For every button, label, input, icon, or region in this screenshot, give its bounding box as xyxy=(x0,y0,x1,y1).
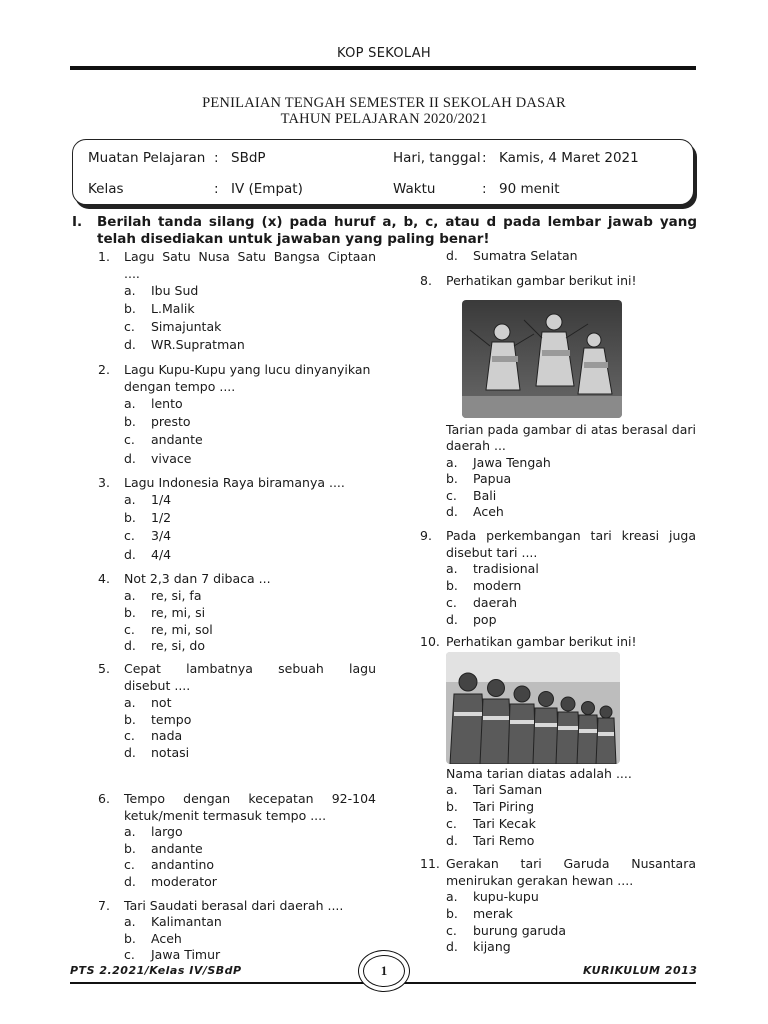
option-text: Papua xyxy=(473,471,512,486)
option-text: Tari Piring xyxy=(473,799,535,814)
question-number: 7. xyxy=(98,898,110,913)
exam-title: PENILAIAN TENGAH SEMESTER II SEKOLAH DASAR xyxy=(202,95,566,111)
question-text: Nama tarian diatas adalah .... xyxy=(446,766,632,781)
option-text: Tari Kecak xyxy=(473,816,536,831)
option-letter[interactable]: c. xyxy=(124,728,135,743)
option-text: Kalimantan xyxy=(151,914,222,929)
question-number: 8. xyxy=(420,273,432,288)
header-rule xyxy=(70,66,696,70)
option-letter[interactable]: c. xyxy=(446,488,457,503)
option-letter[interactable]: d. xyxy=(124,874,136,889)
question-text: daerah ... xyxy=(446,438,506,453)
question-number: 11. xyxy=(420,856,440,871)
question-text: .... xyxy=(124,266,140,281)
option-text: Ibu Sud xyxy=(151,283,199,298)
question-text: dengan tempo .... xyxy=(124,379,236,394)
option-text: kupu-kupu xyxy=(473,889,539,904)
option-letter[interactable]: a. xyxy=(446,782,458,797)
option-text: tradisional xyxy=(473,561,539,576)
option-text: Bali xyxy=(473,488,497,503)
option-letter[interactable]: b. xyxy=(446,471,458,486)
option-text: merak xyxy=(473,906,513,921)
option-text: andante xyxy=(151,841,203,856)
option-text: 4/4 xyxy=(151,547,172,562)
option-letter[interactable]: b. xyxy=(446,906,458,921)
option-text: kijang xyxy=(473,939,511,954)
option-text: WR.Supratman xyxy=(151,337,245,352)
option-letter[interactable]: b. xyxy=(446,578,458,593)
option-letter[interactable]: d. xyxy=(124,451,136,466)
option-text: Aceh xyxy=(473,504,504,519)
option-text: Sumatra Selatan xyxy=(473,248,578,263)
option-text: Aceh xyxy=(151,931,182,946)
option-letter[interactable]: b. xyxy=(124,841,136,856)
class-value: IV (Empat) xyxy=(231,181,303,197)
option-letter[interactable]: d. xyxy=(446,939,458,954)
day-sep: : xyxy=(482,150,487,166)
time-label: Waktu xyxy=(393,181,436,197)
question-number: 2. xyxy=(98,362,110,377)
option-letter[interactable]: a. xyxy=(446,455,458,470)
option-text: Jawa Timur xyxy=(151,947,221,962)
option-letter[interactable]: a. xyxy=(124,588,136,603)
option-text: vivace xyxy=(151,451,192,466)
option-letter[interactable]: a. xyxy=(124,492,136,507)
option-text: andante xyxy=(151,432,203,447)
option-letter[interactable]: a. xyxy=(124,396,136,411)
option-letter[interactable]: d. xyxy=(124,638,136,653)
option-letter[interactable]: a. xyxy=(446,561,458,576)
question-text: disebut tari .... xyxy=(446,545,538,560)
option-text: Tari Saman xyxy=(473,782,543,797)
option-letter[interactable]: a. xyxy=(124,914,136,929)
day-label: Hari, tanggal xyxy=(393,150,481,166)
question-text: Lagu Indonesia Raya biramanya .... xyxy=(124,475,345,490)
option-text: not xyxy=(151,695,172,710)
dance-photo-q10 xyxy=(446,652,620,764)
class-label: Kelas xyxy=(88,181,124,197)
question-number: 5. xyxy=(98,661,110,676)
option-letter[interactable]: b. xyxy=(124,414,136,429)
option-text: 3/4 xyxy=(151,528,172,543)
option-letter[interactable]: d. xyxy=(124,547,136,562)
question-number: 9. xyxy=(420,528,432,543)
section-number: I. xyxy=(72,214,83,230)
question-number: 4. xyxy=(98,571,110,586)
option-letter[interactable]: d. xyxy=(446,612,458,627)
option-text: presto xyxy=(151,414,191,429)
option-letter[interactable]: c. xyxy=(124,528,135,543)
question-text: menirukan gerakan hewan .... xyxy=(446,873,634,888)
subject-sep: : xyxy=(214,150,219,166)
question-text: Lagu Kupu-Kupu yang lucu dinyanyikan xyxy=(124,362,371,377)
option-letter[interactable]: a. xyxy=(124,824,136,839)
question-text: disebut .... xyxy=(124,678,191,693)
option-letter[interactable]: c. xyxy=(446,595,457,610)
option-text: andantino xyxy=(151,857,215,872)
option-letter[interactable]: d. xyxy=(446,833,458,848)
dance-photo-q8 xyxy=(462,300,622,418)
option-text: pop xyxy=(473,612,497,627)
question-text: Cepat lambatnya sebuah lagu xyxy=(124,661,376,676)
exam-year: TAHUN PELAJARAN 2020/2021 xyxy=(280,111,488,127)
option-letter[interactable]: c. xyxy=(124,432,135,447)
option-text: notasi xyxy=(151,745,190,760)
option-text: moderator xyxy=(151,874,217,889)
option-text: re, mi, si xyxy=(151,605,206,620)
question-number: 10. xyxy=(420,634,440,649)
option-letter[interactable]: c. xyxy=(124,622,135,637)
option-letter[interactable]: d. xyxy=(446,504,458,519)
question-text: Tari Saudati berasal dari daerah .... xyxy=(124,898,344,913)
option-letter[interactable]: a. xyxy=(446,889,458,904)
option-letter[interactable]: c. xyxy=(124,947,135,962)
option-text: L.Malik xyxy=(151,301,195,316)
option-text: Tari Remo xyxy=(473,833,535,848)
subject-value: SBdP xyxy=(231,150,266,166)
question-text: Tempo dengan kecepatan 92-104 xyxy=(124,791,376,806)
subject-label: Muatan Pelajaran xyxy=(88,150,206,166)
class-sep: : xyxy=(214,181,219,197)
option-letter[interactable]: b. xyxy=(124,510,136,525)
page-number: 1 xyxy=(363,955,405,987)
option-letter[interactable]: d. xyxy=(124,337,136,352)
question-text: Not 2,3 dan 7 dibaca ... xyxy=(124,571,271,586)
option-text: burung garuda xyxy=(473,923,566,938)
option-text: re, si, fa xyxy=(151,588,202,603)
option-text: modern xyxy=(473,578,522,593)
option-letter[interactable]: c. xyxy=(124,319,135,334)
option-letter[interactable]: d. xyxy=(446,248,458,263)
option-letter[interactable]: a. xyxy=(124,695,136,710)
question-text: Perhatikan gambar berikut ini! xyxy=(446,634,637,649)
question-text: Perhatikan gambar berikut ini! xyxy=(446,273,637,288)
question-text: ketuk/menit termasuk tempo .... xyxy=(124,808,327,823)
option-text: re, si, do xyxy=(151,638,206,653)
option-letter[interactable]: b. xyxy=(124,712,136,727)
question-text: Pada perkembangan tari kreasi juga xyxy=(446,528,696,543)
option-text: Simajuntak xyxy=(151,319,222,334)
option-letter[interactable]: c. xyxy=(446,816,457,831)
question-number: 1. xyxy=(98,249,110,264)
option-letter[interactable]: b. xyxy=(124,301,136,316)
question-text: Gerakan tari Garuda Nusantara xyxy=(446,856,696,871)
option-letter[interactable]: b. xyxy=(124,605,136,620)
option-text: nada xyxy=(151,728,183,743)
option-text: re, mi, sol xyxy=(151,622,213,637)
option-letter[interactable]: c. xyxy=(446,923,457,938)
option-text: 1/2 xyxy=(151,510,172,525)
option-text: 1/4 xyxy=(151,492,172,507)
exam-info-box xyxy=(72,139,694,205)
footer-exam-code: PTS 2.2021/Kelas IV/SBdP xyxy=(70,964,242,977)
option-letter[interactable]: a. xyxy=(124,283,136,298)
question-text: Tarian pada gambar di atas berasal dari xyxy=(446,422,696,437)
option-letter[interactable]: b. xyxy=(124,931,136,946)
option-text: Jawa Tengah xyxy=(473,455,551,470)
time-value: 90 menit xyxy=(499,181,560,197)
option-letter[interactable]: b. xyxy=(446,799,458,814)
time-sep: : xyxy=(482,181,487,197)
option-text: lento xyxy=(151,396,183,411)
option-text: daerah xyxy=(473,595,518,610)
question-number: 3. xyxy=(98,475,110,490)
footer-curriculum: KURIKULUM 2013 xyxy=(583,964,698,977)
option-letter[interactable]: d. xyxy=(124,745,136,760)
kop-sekolah: KOP SEKOLAH xyxy=(336,46,432,61)
option-text: largo xyxy=(151,824,183,839)
question-text: Lagu Satu Nusa Satu Bangsa Ciptaan xyxy=(124,249,376,264)
section-instruction: Berilah tanda silang (x) pada huruf a, b, c, atau d pada lembar jawab yang telah disediakan untuk jawaban yang paling benar! xyxy=(97,214,697,247)
option-letter[interactable]: c. xyxy=(124,857,135,872)
day-value: Kamis, 4 Maret 2021 xyxy=(499,150,639,166)
question-number: 6. xyxy=(98,791,110,806)
option-text: tempo xyxy=(151,712,192,727)
